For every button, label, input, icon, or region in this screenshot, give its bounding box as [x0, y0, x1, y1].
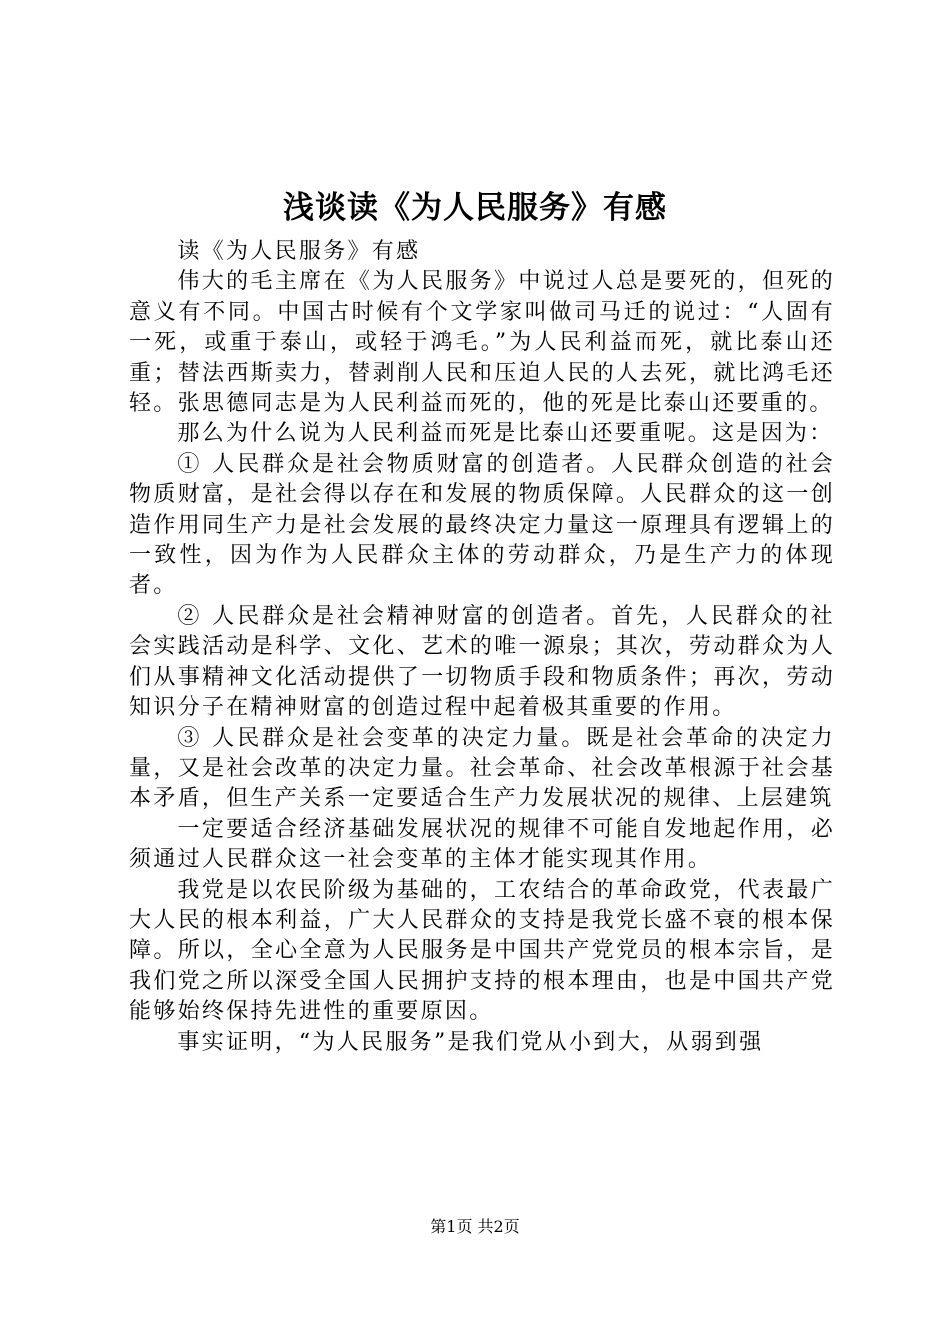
paragraph: 事实证明，“为人民服务”是我们党从小到大，从弱到强 — [177, 1029, 764, 1055]
page-title: 浅谈读《为人民服务》有感 — [283, 190, 667, 226]
paragraph: ① 人民群众是社会物质财富的创造者。人民群众创造的社会物质财富，是社会得以存在和发展的物质保障。人民群众的这一创造作用同生产力是社会发展的最终决定力量这一原理具有逻辑上的一致性，因为作为人民群众主体的劳动群众，乃是生产力的体现者。 — [129, 451, 835, 599]
paragraph: 一定要适合经济基础发展状况的规律不可能自发地起作用，必须通过人民群众这一社会变革的主体才能实现其作用。 — [129, 816, 835, 873]
paragraph: ③ 人民群众是社会变革的决定力量。既是社会革命的决定力量，又是社会改革的决定力量。社会革命、社会改革根源于社会基本矛盾，但生产关系一定要适合生产力发展状况的规律、上层建筑 — [129, 725, 835, 812]
paragraph: 读《为人民服务》有感 — [177, 239, 421, 264]
paragraph: 我党是以农民阶级为基础的，工农结合的革命政党，代表最广大人民的根本利益，广大人民群众的支持是我党长盛不衰的根本保障。所以，全心全意为人民服务是中国共产党党员的根本宗旨，是我们党之所以深受全国人民拥护支持的根本理由，也是中国共产党能够始终保持先进性的重要原因。 — [129, 877, 835, 1025]
body-text — [129, 237, 835, 1058]
page-footer: 第1页 共2页 — [430, 1217, 520, 1236]
paragraph: 伟大的毛主席在《为人民服务》中说过人总是要死的，但死的意义有不同。中国古时候有个文学家叫做司马迁的说过：“人固有一死，或重于泰山，或轻于鸿毛。”为人民利益而死，就比泰山还重；替法西斯卖力，替剥削人民和压迫人民的人去死，就比鸿毛还轻。张思德同志是为人民利益而死的，他的死是比泰山还要重的。 — [129, 269, 835, 417]
paragraph: 那么为什么说为人民利益而死是比泰山还要重呢。这是因为： — [177, 421, 834, 447]
paragraph: ② 人民群众是社会精神财富的创造者。首先，人民群众的社会实践活动是科学、文化、艺术的唯一源泉；其次，劳动群众为人们从事精神文化活动提供了一切物质手段和物质条件；再次，劳动知识分子在精神财富的创造过程中起着极其重要的作用。 — [129, 603, 835, 721]
